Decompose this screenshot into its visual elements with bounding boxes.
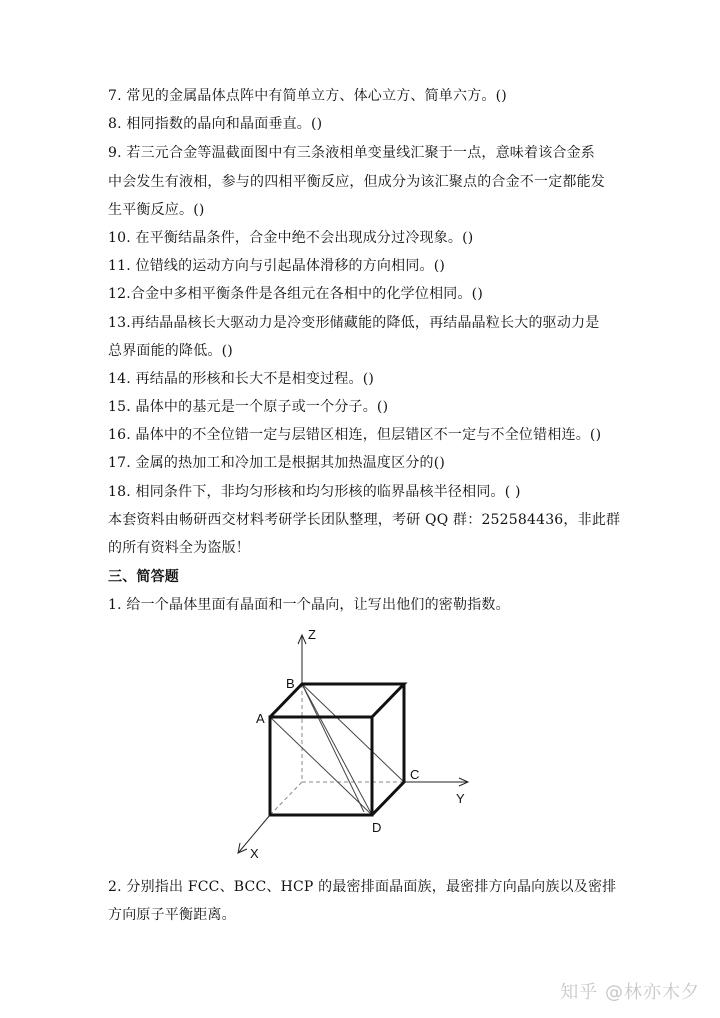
hidden-edge-x [270,782,302,815]
z-label: Z [308,627,316,642]
question-2-line-1: 2. 分别指出 FCC、BCC、HCP 的最密排面晶面族，最密排方向晶向族以及密排 [108,879,617,895]
section-heading: 三、简答题 [108,569,179,585]
question-2-line-2: 方向原子平衡距离。 [108,907,236,923]
statement-13-line-2: 总界面能的降低。() [108,343,233,359]
y-label: Y [456,791,465,806]
statement-7: 7. 常见的金属晶体点阵中有简单立方、体心立方、简单六方。() [108,88,507,104]
statement-14: 14. 再结晶的形核和长大不是相变过程。() [108,371,375,387]
statement-18: 18. 相同条件下，非均匀形核和均匀形核的临界晶核半径相同。( ) [108,484,521,500]
notice-line-1: 本套资料由畅研西交材料考研学长团队整理，考研 QQ 群：252584436，非此群 [108,512,621,528]
statement-11: 11. 位错线的运动方向与引起晶体滑移的方向相同。() [108,258,446,274]
crystal-cube-figure [228,622,478,867]
x-label: X [250,846,259,861]
statement-16: 16. 晶体中的不全位错一定与层错区相连，但层错区不一定与不全位错相连。() [108,427,602,443]
right-face-edges [372,684,404,815]
direction-line-a-d [270,717,372,815]
point-d-label: D [372,820,382,835]
plane-line-b-d [302,684,372,815]
point-b-label: B [286,676,295,691]
statement-17: 17. 金属的热加工和冷加工是根据其加热温度区分的() [108,455,446,471]
point-c-label: C [410,767,420,782]
statement-13-line-1: 13.再结晶晶核长大驱动力是冷变形储藏能的降低，再结晶晶粒长大的驱动力是 [108,315,600,331]
statement-10: 10. 在平衡结晶条件，合金中绝不会出现成分过冷现象。() [108,230,474,246]
statement-9-line-1: 9. 若三元合金等温截面图中有三条液相单变量线汇聚于一点，意味着该合金系 [108,145,596,161]
statement-15: 15. 晶体中的基元是一个原子或一个分子。() [108,399,389,415]
statement-8: 8. 相同指数的晶向和晶面垂直。() [108,116,323,132]
point-a-label: A [256,711,265,726]
watermark: 知乎 @林亦木夕 [560,982,700,1003]
statement-9-line-2: 中会发生有液相，参与的四相平衡反应，但成分为该汇聚点的合金不一定都能发 [108,174,605,190]
notice-line-2: 的所有资料全为盗版！ [108,540,250,556]
question-1: 1. 给一个晶体里面有晶面和一个晶向，让写出他们的密勒指数。 [108,597,510,613]
plane-line-b-d-inner [302,684,364,812]
cube-diagram [228,622,478,867]
statement-9-line-3: 生平衡反应。() [108,202,205,218]
statement-12: 12.合金中多相平衡条件是各组元在各相中的化学位相同。() [108,286,483,302]
